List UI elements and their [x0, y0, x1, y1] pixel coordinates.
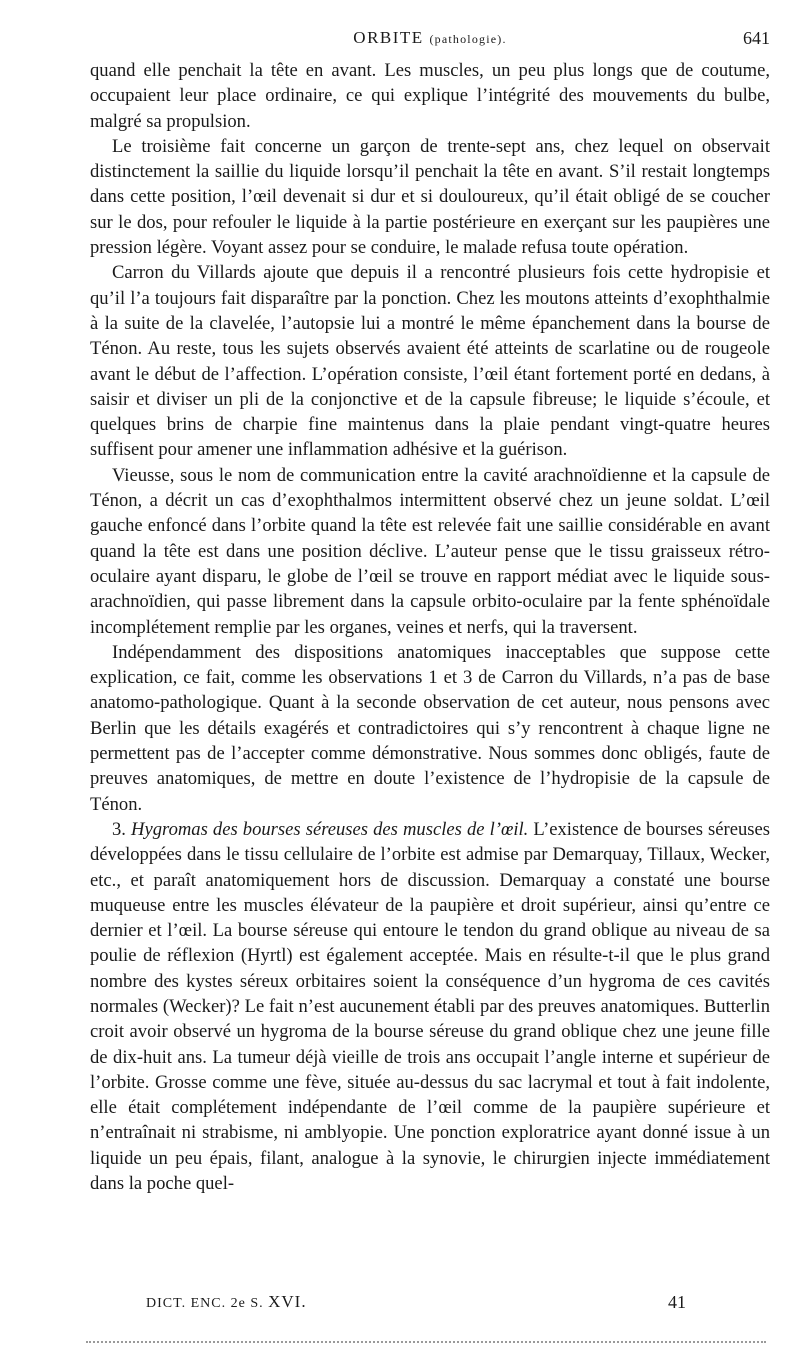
- paragraph-6: [90, 817, 770, 1196]
- body-text: [90, 58, 770, 1196]
- signature-volume: XVI.: [268, 1292, 307, 1311]
- page-number: 641: [743, 28, 770, 48]
- paragraph-6-text: L’existence de bourses séreuses développées dans le tissu cellulaire de l’orbite est admise par Demarquay, Tillaux, Wecker, etc., et paraît anatomiquement hors de discussion. Demarquay a constaté une bourse muqueuse entre les muscles élévateur de la paupière et droit supérieur, ainsi qu’entre ce dernier et l’œil. La bourse séreuse qui entoure le tendon du grand oblique au niveau de sa poulie de réflexion (Hyrtl) est également acceptée. Mais en résulte-t-il que le plus grand nombre des kystes séreux orbitaires soient la conséquence d’un hygroma de ces cavités normales (Wecker)? Le fait n’est aucunement établi par des preuves anatomiques. Butterlin croit avoir observé un hygroma de la bourse séreuse du grand oblique chez une jeune fille de dix-huit ans. La tumeur déjà vieille de trois ans occupait l’angle interne et supérieur de l’orbite. Grosse comme une fève, située au-dessus du sac lacrymal et tout à fait indolente, elle était complétement indépendante de l’œil comme de la paupière supérieure et n’entraînait ni strabisme, ni amblyopie. Une ponction exploratrice ayant donné issue à un liquide un peu épais, filant, analogue à la synovie, le chirurgien injecte immédiatement dans la poche quel-: [90, 818, 771, 1195]
- section-number: 3.: [112, 818, 132, 840]
- running-title-main: ORBITE: [353, 28, 424, 47]
- paragraph-5-text: Indépendamment des dispositions anatomiques inacceptables que suppose cette explication, ce fait, comme les observations 1 et 3 de Carron du Villards, n’a pas de base anatomo-pathologique. Quant à la seconde observation de cet auteur, nous pensons avec Berlin que les détails exagérés et contradictoires qui s’y rencontrent à chaque ligne ne permettent pas de l’accepter comme démonstrative. Nous sommes donc obligés, faute de preuves anatomiques, de mettre en doute l’existence de l’hydropisie de la capsule de Ténon.: [90, 641, 770, 815]
- paragraph-5: [90, 640, 770, 817]
- signature-number: 41: [668, 1292, 686, 1312]
- signature-line: [146, 1292, 686, 1318]
- section-heading: Hygromas des bourses séreuses des muscles de l’œil.: [131, 818, 529, 840]
- signature-prefix: DICT. ENC. 2e S.: [146, 1296, 264, 1311]
- paragraph-1: [90, 58, 770, 134]
- running-title: [90, 28, 770, 48]
- paragraph-1-text: quand elle penchait la tête en avant. Les muscles, un peu plus longs que de coutume, occupaient leur place ordinaire, ce qui explique l’intégrité des mouvements du bulbe, malgré sa propulsion.: [90, 60, 770, 132]
- bottom-dotted-rule: [86, 1341, 766, 1343]
- paragraph-3-text: Carron du Villards ajoute que depuis il a rencontré plusieurs fois cette hydropisie et qu’il l’a toujours fait disparaître par la ponction. Chez les moutons atteints d’exophthalmie à la suite de la clavelée, l’autopsie lui a montré le même épanchement dans la bourse de Ténon. Au reste, tous les sujets observés avaient été atteints de scarlatine ou de rougeole avant le début de l’affection. L’opération consiste, l’œil étant fortement porté en dedans, à saisir et diviser un pli de la conjonctive et de la capsule fibreuse; le liquide s’écoule, et quelques brins de charpie fine maintenus dans la plaie pendant vingt-quatre heures suffisent pour amener une inflammation adhésive et la guérison.: [90, 262, 770, 461]
- paragraph-4: [90, 463, 770, 640]
- paragraph-3: [90, 260, 770, 462]
- signature-mark: [146, 1292, 307, 1312]
- paragraph-2: [90, 134, 770, 260]
- paragraph-4-text: Vieusse, sous le nom de communication entre la cavité arachnoïdienne et la capsule de Ténon, a décrit un cas d’exophthalmos intermittent observé chez un jeune soldat. L’œil gauche enfoncé dans l’orbite quand la tête est relevée fait une saillie considérable en avant quand la tête est dans une position déclive. L’auteur pense que le tissu graisseux rétro-oculaire ayant disparu, le globe de l’œil se trouve en rapport médiat avec le liquide sous-arachnoïdien, qui passe librement dans la capsule orbito-oculaire par la fente sphénoïdale incomplétement remplie par les organes, veines et nerfs, qui la traversent.: [90, 464, 770, 638]
- running-header: [90, 28, 770, 52]
- paragraph-2-text: Le troisième fait concerne un garçon de trente-sept ans, chez lequel on observait distinctement la saillie du liquide lorsqu’il penchait la tête en avant. S’il restait longtemps dans cette position, l’œil devenait si dur et si douloureux, qu’il était obligé de se coucher sur le dos, pour refouler le liquide à la partie postérieure en exerçant sur les paupières une pression légère. Voyant assez pour se conduire, le malade refusa toute opération.: [90, 135, 770, 259]
- running-title-sub: (pathologie).: [429, 32, 507, 46]
